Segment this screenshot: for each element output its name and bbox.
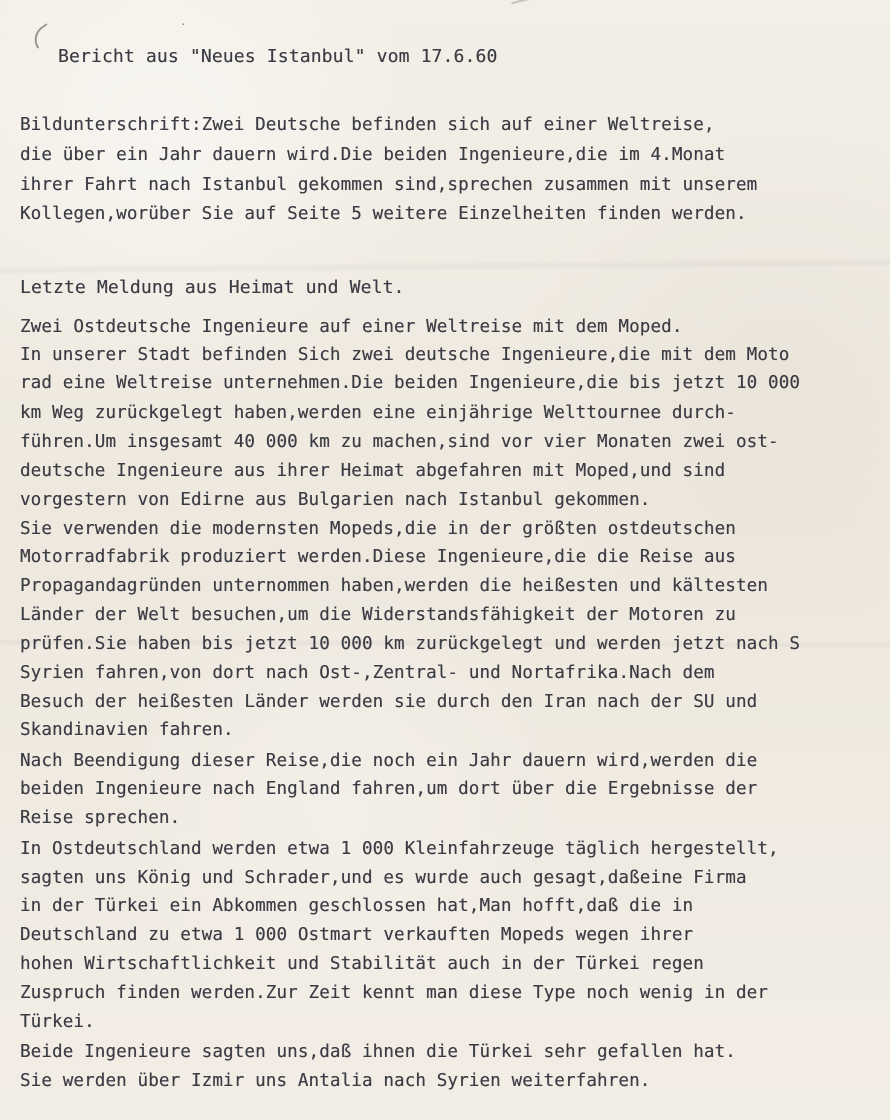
caption-line: ihrer Fahrt nach Istanbul gekommen sind,sprechen zusammen mit unserem [20, 175, 758, 195]
body-line: führen.Um insgesamt 40 000 km zu machen,sind vor vier Monaten zwei ost- [20, 432, 779, 452]
body-line: Sie werden über Izmir uns Antalia nach Syrien weiterfahren. [20, 1071, 651, 1091]
body-line: sagten uns König und Schrader,und es wurde auch gesagt,daßeine Firma [20, 868, 747, 888]
body-line: in der Türkei ein Abkommen geschlossen hat,Man hofft,daß die in [20, 896, 694, 916]
body-line: In unserer Stadt befinden Sich zwei deutsche Ingenieure,die mit dem Moto [20, 345, 790, 365]
caption-line: die über ein Jahr dauern wird.Die beiden Ingenieure,die im 4.Monat [20, 145, 726, 165]
body-line: km Weg zurückgelegt haben,werden eine einjährige Welttournee durch- [20, 403, 736, 423]
body-line: Syrien fahren,von dort nach Ost-,Zentral- und Nortafrika.Nach dem [20, 663, 715, 683]
section-heading: Letzte Meldung aus Heimat und Welt. [20, 277, 405, 298]
body-line: Sie verwenden die modernsten Mopeds,die in der größten ostdeutschen [20, 519, 736, 539]
body-line: Motorradfabrik produziert werden.Diese Ingenieure,die die Reise aus [20, 547, 736, 567]
body-line: hohen Wirtschaftlichkeit und Stabilität auch in der Türkei regen [20, 954, 704, 974]
body-line: Nach Beendigung dieser Reise,die noch ein Jahr dauern wird,werden die [20, 751, 758, 771]
paper-crease-mark [28, 23, 55, 49]
body-line: prüfen.Sie haben bis jetzt 10 000 km zurückgelegt und werden jetzt nach S [20, 634, 801, 654]
paper-crease-mark [511, 0, 531, 11]
caption-line: Bildunterschrift:Zwei Deutsche befinden sich auf einer Weltreise, [20, 115, 715, 135]
body-line: Deutschland zu etwa 1 000 Ostmart verkauften Mopeds wegen ihrer [20, 925, 694, 945]
body-line: Besuch der heißesten Länder werden sie durch den Iran nach der SU und [20, 692, 758, 712]
document-title: Bericht aus "Neues Istanbul" vom 17.6.60 [58, 46, 498, 67]
body-line: Zuspruch finden werden.Zur Zeit kennt man diese Type noch wenig in der [20, 983, 769, 1003]
body-line: Zwei Ostdeutsche Ingenieure auf einer Weltreise mit dem Moped. [20, 317, 683, 337]
caption-line: Kollegen,worüber Sie auf Seite 5 weitere Einzelheiten finden werden. [20, 204, 747, 224]
body-line: Skandinavien fahren. [20, 720, 234, 740]
body-line: Beide Ingenieure sagten uns,daß ihnen die Türkei sehr gefallen hat. [20, 1042, 736, 1062]
body-line: In Ostdeutschland werden etwa 1 000 Kleinfahrzeuge täglich hergestellt, [20, 839, 779, 859]
body-line: Reise sprechen. [20, 808, 181, 828]
speck-mark: · [180, 18, 187, 31]
body-line: beiden Ingenieure nach England fahren,um dort über die Ergebnisse der [20, 779, 758, 799]
body-line: deutsche Ingenieure aus ihrer Heimat abgefahren mit Moped,und sind [20, 461, 726, 481]
body-line: vorgestern von Edirne aus Bulgarien nach Istanbul gekommen. [20, 490, 651, 510]
body-line: Türkei. [20, 1012, 95, 1032]
body-line: Propagandagründen unternommen haben,werden die heißesten und kältesten [20, 576, 769, 596]
body-line: rad eine Weltreise unternehmen.Die beiden Ingenieure,die bis jetzt 10 000 [20, 373, 801, 393]
body-line: Länder der Welt besuchen,um die Widerstandsfähigkeit der Motoren zu [20, 605, 736, 625]
